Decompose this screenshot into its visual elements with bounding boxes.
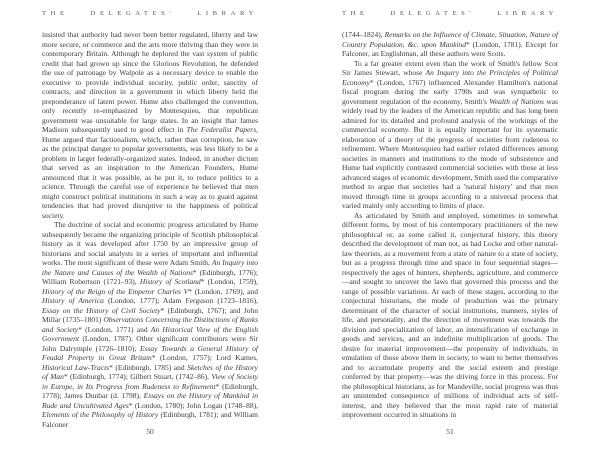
page-number: 51 [446,427,454,436]
italic-title: Remarks on the Influence of Climate, Situation, Nature of Country Population, &c. upon Mankind [342,30,558,49]
text-run: , Hume argued that factionalism, which, rather than corruption, he saw as the principal danger to popular governments, was less likely to be a problem in larger federally-organized states. Indeed, in another dictum that served as an inspiration to the American Founders, Hume announced that it was possible, as he put it, to reduce politics to a science. Through the careful use of experience he believed that men might construct political institutions in such a way as to guard against tendencies that had proved disruptive to the happiness of political society. [42,125,258,220]
text-run: (1744–1824), [342,30,385,39]
right-page [300,0,600,450]
paragraph [342,59,558,211]
italic-title: An Historical View of the English Government [42,324,259,343]
italic-title: Essay Towards a General History of Feudal Property in Great Britain [42,343,258,362]
running-head-word: LIBRARY [497,10,558,17]
text-run: (London, 1787). Other significant contributors were Sir John Dalrymple (1726–1810), [42,334,258,353]
italic-title: Essay on the History of Civil Society [42,305,161,315]
text-run: (London, 1777); Adam Ferguson (1723–1816), [103,296,259,305]
text-run: * (London, 1769), and [188,286,259,296]
running-head-word: LIBRARY [197,10,258,17]
italic-title: Essays on the History of Mankind in Rude and Uncultivated Ages [42,391,258,410]
text-run: * (Edinburgh, 1785) and [109,362,188,372]
italic-title: History of Scotland [139,277,201,286]
italic-title: An Inquiry into the Nature and Causes of the Wealth of Nations [42,258,258,277]
text-run: * (London, 1759), [200,277,258,286]
text-run: To a far greater extent even than the work of Smith's fellow Scot Sir James Stewart, whose [342,58,558,77]
italic-title: History of the Reign of the Emperor Charles V [42,286,189,296]
italic-title: Sketches of the History of Man [42,362,258,381]
paragraph [42,30,258,220]
page-number: 50 [146,427,154,436]
text-run: * (Edinburgh, 1767); and John Millar (1735–1801) [42,305,259,324]
text-run: * (Edinburgh, 1774); Gilbert Stuart, (1742–86), [63,372,212,381]
body-text [42,30,258,429]
text-run: (Edinburgh, 1781); and William Falconer [42,410,258,429]
paragraph [342,30,558,59]
text-run: insisted that authority had never been better regulated, liberty and law more secure, or commerce and the arts more thriving than they were in contemporary Britain. Although he deplored the vast system of public credit that had grown up since the Glorious Revolution, he defended the use of patronage by Walpole as a necessary device to enable the executive to provide individual security, public order, sanctity of contracts, and direction in a government in which liberty held the preponderance of latent power. Hume also challenged the convention, only recently re-emphasized by Montesquieu, that republican government was unsuitable for large states. In an insight that James Madison subsequently used to good effect in [42,30,258,134]
text-run: As articulated by Smith and employed, sometimes in somewhat different forms, by most of his contemporary practitioners of the new philosophical or, as some called it, conjectural history, this theory described the development of man not, as had Locke and other natural-law theorists, as a movement from a state of nature to a state of society, but as a progress through time and space in four sequential stages—respectively the ages of hunters, shepherds, agriculture, and commerce—and sought to uncover the laws that governed this process and the range of possible variations. At each of these stages, according to the conjectural historians, the mode of production was the primary determinant of the character of social institutions, manners, styles of life, and personality, and the direction of movement was towards the division and specialization of labor, an intensification of exchange in goods and services, and an indefinite multiplication of goods. The desire for material improvement—the propensity of individuals, in emulation of those above them in society, to want to better themselves and to accumulate property and the social esteem and prestige conferred by that property—was the driving force in this process. For the philosophical historians, as for Mandeville, social progress was thus an unintended consequence of millions of individual acts of self-interest, and they believed that the most rapid rate of material improvement occurred in situations in [342,210,558,419]
body-text [342,30,558,420]
text-run: * (London, 1757); Lord Kames, [151,353,258,362]
text-run: * (London, 1781). Except for Falconer, an Englishman, all these authors were Scots. [342,39,558,58]
italic-title: Elements of the Philosophy of History [42,410,159,419]
italic-title: Observations Concerning the Distinctions of Ranks and Society [42,315,258,334]
text-run: * (London, 1780); John Logan (1748–88), [128,400,258,410]
text-run: * (Edinburgh, 1776); William Robertson (1721–93), [42,267,258,286]
text-run: * (London, 1771) and [78,324,151,334]
text-run: * (London, 1767) influenced Alexander Hamilton's national fiscal program during the early 1790s and was sympathetic to government regulation of the economy, Smith's [342,77,558,106]
italic-title: Historical Law-Tracts [42,362,110,372]
running-head [42,10,258,17]
running-head-word: THE [42,10,69,17]
running-head-word: DELEGATES' [90,10,176,17]
italic-title: View of Society in Europe, in Its Progress from Rudeness to Refinement [42,372,258,391]
text-run: was widely read by the leaders of the American republic and has long been admired for its detailed and profound analysis of the workings of the commercial economy. But it is equally important for its systematic elaboration of a theory of the progress of societies from rudeness to refinement. Where Montesquieu had earlier related differences among societies in manners and institutions to the mode of subsistence and Hume had explicitly contrasted commercial societies with those at less advanced stages of economic development, Smith used the comparative method to argue that societies had a 'natural history' and that men moved through time in groups according to a universal process that varied mainly only according to limits of place. [342,96,558,210]
running-head-word: THE [342,10,369,17]
running-head [342,10,558,17]
italic-title: An Inquiry into the Principles of Political Economy [342,68,559,87]
paragraph [42,220,258,429]
italic-title: History of America [42,296,104,305]
text-run: * (Edinburgh, 1778); James Dunbar (d. 1798), [42,381,258,400]
italic-title: The Federalist Papers [186,125,257,134]
italic-title: Wealth of Nations [489,96,544,106]
running-head-word: DELEGATES' [390,10,476,17]
paragraph [342,211,558,420]
text-run: The doctrine of social and economic progress articulated by Hume subsequently became the organizing principle of Scottish philosophical history as it was developed after 1750 by an impressive group of historians and social analysts in a series of important and influential works. The most significant of these were Adam Smith, [42,220,258,267]
